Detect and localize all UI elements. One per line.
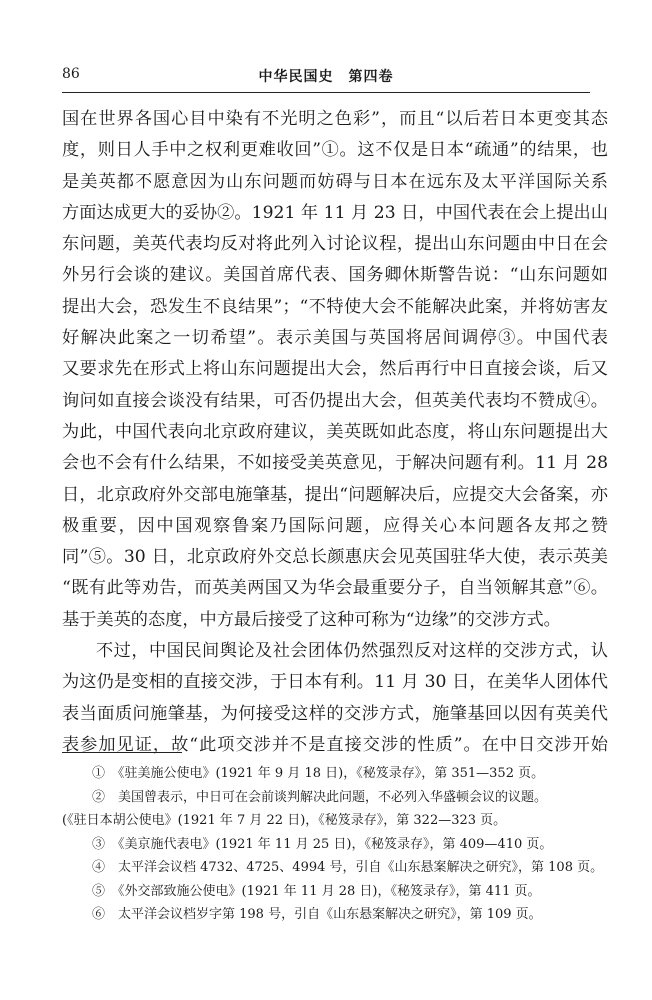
footnote: ⑥ 太平洋会议档岁字第 198 号，引自《山东悬案解决之研究》，第 109 页。 (92, 907, 542, 922)
footnote: ② 美国曾表示，中日可在会前谈判解决此问题，不必列入华盛顿会议的议题。 (92, 789, 548, 805)
body-line: 好解决此案之一切希望”。表示美国与英国将居间调停③。中国代表 (62, 328, 608, 349)
header-rule (62, 92, 590, 93)
body-line: 国在世界各国心目中染有不光明之色彩”，而且“以后若日本更变其态 (62, 109, 608, 129)
footnote-rule (62, 752, 182, 753)
body-line: 提出大会，恐发生不良结果”；“不特使大会不能解决此案，并将妨害友 (62, 296, 608, 317)
body-line: 为此，中国代表向北京政府建议，美英既如此态度，将山东问题提出大 (62, 421, 608, 442)
body-line: 东问题，美英代表均反对将此列入讨论议程，提出山东问题由中日在会 (62, 234, 608, 255)
body-line: 为这仍是变相的直接交涉，于日本有利。11 月 30 日，在美华人团体代 (62, 672, 608, 693)
page-number: 86 (62, 66, 80, 82)
footnote: ① 《驻美施公使电》(1921 年 9 月 18 日)，《秘笈录存》，第 351—352 页。 (92, 766, 545, 781)
body-line: 日，北京政府外交部电施肇基，提出“问题解决后，应提交大会备案，亦 (62, 484, 608, 505)
body-line: 极重要，因中国观察鲁案乃国际问题，应得关心本问题各友邦之赞 (62, 515, 608, 536)
footnote: ⑤ 《外交部致施公使电》(1921 年 11 月 28 日)，《秘笈录存》，第 411 页。 (92, 883, 541, 899)
body-line: “既有此等劝告，而英美两国又为华会最重要分子，自当领解其意”⑥。 (62, 578, 608, 599)
body-line: 外另行会谈的建议。美国首席代表、国务卿休斯警告说：“山东问题如 (62, 265, 608, 286)
body-line: 基于美英的态度，中方最后接受了这种可称为“边缘”的交涉方式。 (62, 609, 561, 630)
footnote: ④ 太平洋会议档 4732、4725、4994 号，引自《山东悬案解决之研究》，第 108 页。 (92, 860, 604, 875)
body-line: 同”⑤。30 日，北京政府外交总长颜惠庆会见英国驻华大使，表示英美 (62, 547, 608, 568)
body-line: 方面达成更大的妥协②。1921 年 11 月 23 日，中国代表在会上提出山 (62, 202, 608, 223)
body-line: 表参加见证，故“此项交涉并不是直接交涉的性质”。在中日交涉开始 (62, 734, 608, 755)
body-line: 会也不会有什么结果，不如接受美英意见，于解决问题有利。11 月 28 (62, 453, 608, 474)
footnote: (《驻日本胡公使电》(1921 年 7 月 22 日)，《秘笈录存》，第 322—323 页。 (62, 813, 507, 828)
footnote: ③ 《美京施代表电》(1921 年 11 月 25 日)，《秘笈录存》，第 409—410 页。 (92, 836, 553, 852)
body-text (62, 104, 608, 761)
body-line: 度，则日人手中之权利更难收回”①。这不仅是日本“疏通”的结果，也 (62, 140, 608, 161)
page-header (62, 66, 590, 90)
body-line: 是美英都不愿意因为山东问题而妨碍与日本在远东及太平洋国际关系 (62, 171, 608, 192)
running-title: 中华民国史 第四卷 (258, 69, 394, 85)
body-line: 表当面质问施肇基，为何接受这样的交涉方式，施肇基回以因有英美代 (62, 703, 608, 724)
body-line: 又要求先在形式上将山东问题提出大会，然后再行中日直接会谈，后又 (62, 359, 608, 380)
body-line: 询问如直接会谈没有结果，可否仍提出大会，但英美代表均不赞成④。 (62, 390, 608, 411)
body-line: 不过，中国民间舆论及社会团体仍然强烈反对这样的交涉方式，认 (96, 641, 608, 662)
footnotes (62, 762, 608, 927)
